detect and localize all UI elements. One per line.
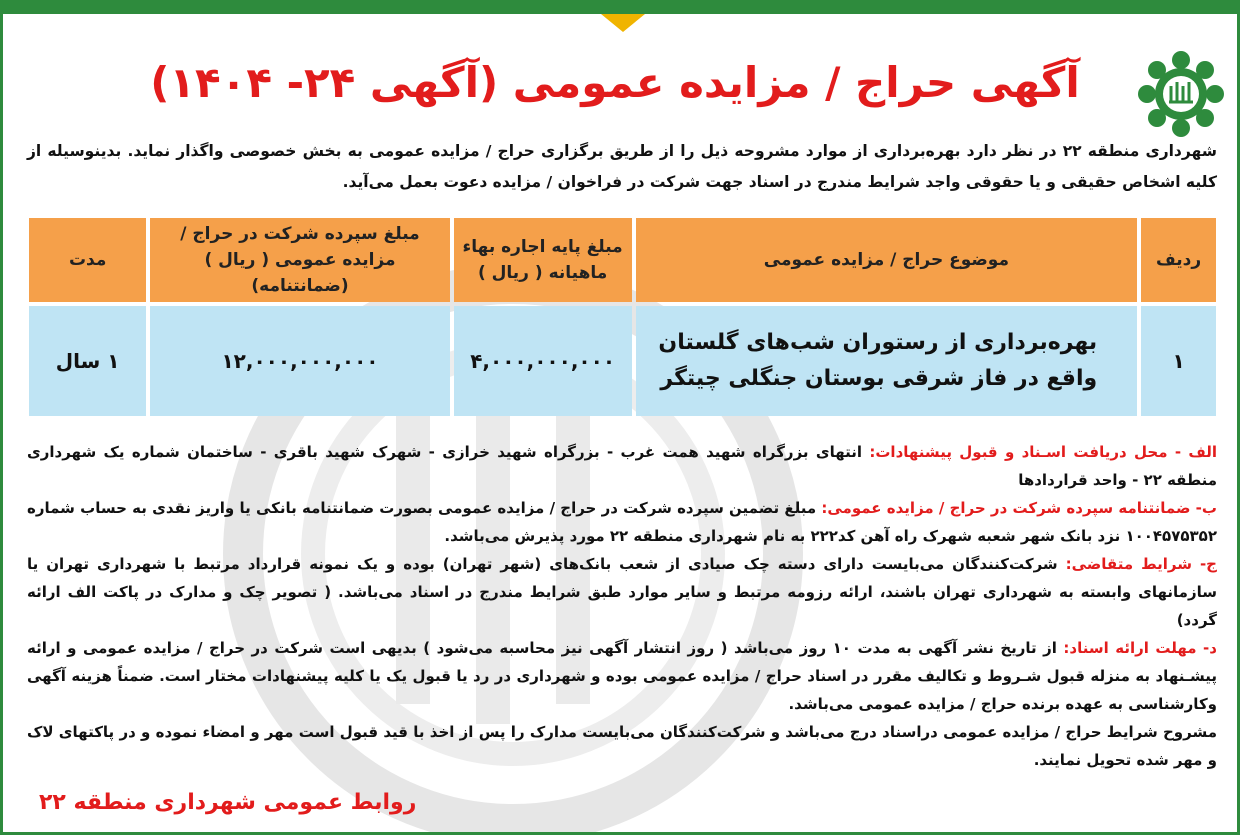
subject-line-1: بهره‌برداری از رستوران شب‌های گلستان xyxy=(658,330,1098,355)
cell-base-rent: ۴,۰۰۰,۰۰۰,۰۰۰ xyxy=(454,306,632,416)
title-main: آگهی حراج / مزایده عمومی xyxy=(512,58,1080,107)
header-row-number: ردیف xyxy=(1141,218,1216,302)
section-b-label: ب- ضمانتنامه سپرده شرکت در حراج / مزایده عمومی: xyxy=(821,499,1217,517)
conditions-body xyxy=(27,438,1217,774)
section-d xyxy=(27,634,1217,718)
cell-deposit: ۱۲,۰۰۰,۰۰۰,۰۰۰ xyxy=(150,306,449,416)
section-b-text: مبلغ تضمین سپرده شرکت در حراج / مزایده عمومی بصورت ضمانتنامه بانکی یا واریز نقدی به حساب شماره ۱۰۰۴۵۷۵۳۵۲ نزد بانک شهر شعبه شهرک راه آهن کد۲۲۲ به نام شهرداری منطقه ۲۲ مورد پذیرش می‌باشد. xyxy=(27,499,1217,545)
section-c-text: شرکت‌کنندگان می‌بایست دارای دسته چک صیادی از شعب بانک‌های (شهر تهران) بوده و یک نمونه قرارداد مرتبط با شهرداری تهران یا سازمانهای وابسته به شهرداری تهران باشند، ارائه رزومه مرتبط و سایر موارد طبق شرایط مندرج در اسناد می‌باشد. ( تصویر چک و مدارک در پاکت الف ارائه گردد) xyxy=(27,555,1217,629)
section-d-text: از تاریخ نشر آگهی به مدت ۱۰ روز می‌باشد ( روز انتشار آگهی نیز محاسبه می‌شود ) بدیهی است شرکت در حراج / مزایده عمومی و ارائه پیشـنهاد به منزله قبول شـروط و تکالیف مقرر در اسناد حراج / مزایده عمومی بوده و شهرداری در رد یا قبول یک یا کلیه پیشنهادات مختار است. ضمناً هزینه آگهی وکارشناسی به عهده برنده حراج / مزایده عمومی می‌باشد. xyxy=(27,639,1217,713)
intro-lead: شهرداری منطقه ۲۲ xyxy=(1062,142,1217,160)
section-c xyxy=(27,550,1217,634)
section-c-label: ج- شرایط متقاضی: xyxy=(1065,555,1217,573)
table-row xyxy=(29,306,1216,416)
top-notch-marker xyxy=(601,14,645,32)
tehran-municipality-logo-icon xyxy=(1137,50,1225,138)
section-d-label: د- مهلت ارائه اسناد: xyxy=(1063,639,1217,657)
cell-duration: ۱ سال xyxy=(29,306,146,416)
header-deposit: مبلغ سپرده شرکت در حراج / مزایده عمومی ( ریال ) (ضمانتنامه) xyxy=(150,218,449,302)
subject-line-2: واقع در فاز شرقی بوستان جنگلی چیتگر xyxy=(660,366,1098,391)
header-base-rent: مبلغ پایه اجاره بهاء ماهیانه ( ریال ) xyxy=(454,218,632,302)
table-header-row xyxy=(29,218,1216,302)
title-sub: (آگهی ۲۴- ۱۴۰۴) xyxy=(150,58,499,107)
header-subject: موضوع حراج / مزایده عمومی xyxy=(636,218,1138,302)
section-b xyxy=(27,494,1217,550)
closing-text: مشروح شرایط حراج / مزایده عمومی دراسناد درج می‌باشد و شرکت‌کنندگان می‌بایست مدارک را پس از اخذ با قید قبول است مهر و امضاء نموده و در پاکتهای لاک و مهر شده تحویل نمایند. xyxy=(27,723,1217,769)
section-a xyxy=(27,438,1217,494)
announcement-title xyxy=(103,50,1127,116)
intro-text: در نظر دارد بهره‌برداری از موارد مشروحه ذیل را از طریق برگزاری حراج / مزایده عمومی به بخش خصوصی واگذار نماید. بدینوسیله از کلیه اشخاص حقیقی و یا حقوقی واجد شرایط مندرج در اسناد جهت شرکت در فراخوان / مزایده دعوت بعمل می‌آید. xyxy=(27,142,1217,191)
cell-subject xyxy=(636,306,1138,416)
public-relations-signature: روابط عمومی شهرداری منطقه ۲۲ xyxy=(39,790,417,815)
header-duration: مدت xyxy=(29,218,146,302)
auction-table xyxy=(25,214,1220,420)
section-a-text: انتهای بزرگراه شهید همت غرب - بزرگراه شهید خرازی - شهرک شهید باقری - ساختمان شماره یک شهرداری منطقه ۲۲ - واحد قراردادها xyxy=(27,443,1217,489)
section-a-label: الف - محل دریافت اسـناد و قبول پیشنهادات: xyxy=(869,443,1218,461)
cell-row-number: ۱ xyxy=(1141,306,1216,416)
intro-paragraph xyxy=(27,136,1217,198)
